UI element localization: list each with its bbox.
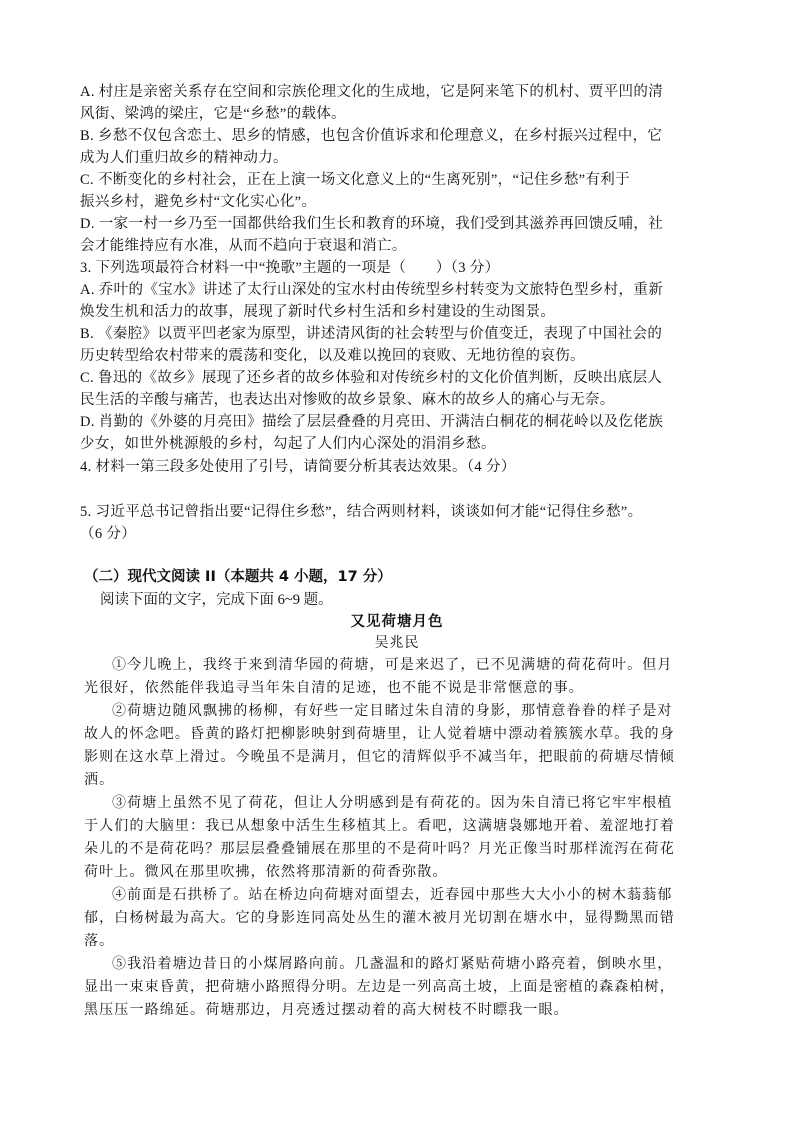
q2-option-d-line2: 会才能维持应有水准，从而不趋向于衰退和消亡。 <box>80 238 407 254</box>
paragraph-2-line1: ②荷塘边随风飘拂的杨柳，有好些一定目睹过朱自清的身影，那情意眷眷的样子是对 <box>112 703 673 719</box>
paragraph-5-line3: 黑压压一路绵延。荷塘那边，月亮透过摆动着的高大树枝不时瞟我一眼。 <box>84 1002 569 1018</box>
passage-title: 又见荷塘月色 <box>350 614 444 630</box>
paragraph-2-line3: 影则在这水草上滑过。今晚虽不是满月，但它的清辉似乎不减当年，把眼前的荷塘尽情倾 <box>84 749 675 765</box>
q2-option-a-line2: 风街、梁鸿的梁庄，它是“乡愁”的载体。 <box>80 106 347 122</box>
q3-stem: 3. 下列选项最符合材料一中“挽歌”主题的一项是（ ）（3 分） <box>80 260 500 276</box>
paragraph-2-line4: 洒。 <box>84 772 115 788</box>
paragraph-1-line2: 光很好，依然能伴我追寻当年朱自清的足迹，也不能不说是非常惬意的事。 <box>84 680 584 696</box>
paragraph-3-line4: 荷叶上。微风在那里吹拂，依然将那清新的荷香弥散。 <box>84 864 448 880</box>
paragraph-5-line1: ⑤我沿着塘边昔日的小煤屑路向前。几盏温和的路灯紧贴荷塘小路亮着，倒映水里， <box>112 956 673 972</box>
passage-author: 吴兆民 <box>374 635 420 651</box>
q5-stem-line1: 5. 习近平总书记曾指出要“记得住乡愁”，结合两则材料，谈谈如何才能“记得住乡愁”。 <box>80 504 643 520</box>
q3-option-b-line1: B. 《秦腔》以贾平凹老家为原型，讲述清风街的社会转型与价值变迁，表现了中国社会的 <box>80 326 663 342</box>
section-heading: （二）现代文阅读 II（本题共 4 小题，17 分） <box>84 569 392 585</box>
paragraph-3-line2: 于人们的大脑里：我已从想象中活生生移植其上。看吧，这满塘袅娜地开着、羞涩地打着 <box>84 818 675 834</box>
q3-option-d-line1: D. 肖勤的《外婆的月亮田》描绘了层层叠叠的月亮田、开满洁白桐花的桐花岭以及仡佬族 <box>80 414 664 430</box>
paragraph-4-line1: ④前面是石拱桥了。站在桥边向荷塘对面望去，近春园中那些大大小小的树木蓊蓊郁 <box>112 887 673 903</box>
q2-option-a-line1: A. 村庄是亲密关系存在空间和宗族伦理文化的生成地，它是阿来笔下的机村、贾平凹的清 <box>80 84 664 100</box>
paragraph-2-line2: 故人的怀念吧。昏黄的路灯把柳影映射到荷塘里，让人觉着塘中漂动着簇簇水草。我的身 <box>84 726 675 742</box>
paragraph-4-line2: 郁，白杨树最为高大。它的身影连同高处丛生的灌木被月光切割在塘水中，显得黝黑而错 <box>84 910 675 926</box>
q3-option-c-line2: 民生活的辛酸与痛苦，也表达出对惨败的故乡景象、麻木的故乡人的痛心与无奈。 <box>80 392 615 408</box>
q2-option-b-line1: B. 乡愁不仅包含恋土、思乡的情感，也包含价值诉求和伦理意义，在乡村振兴过程中，它 <box>80 128 663 144</box>
q3-option-c-line1: C. 鲁迅的《故乡》展现了还乡者的故乡体验和对传统乡村的文化价值判断，反映出底层人 <box>80 370 663 386</box>
section-intro: 阅读下面的文字，完成下面 6~9 题。 <box>100 592 333 608</box>
paragraph-5-line2: 显出一束束昏黄，把荷塘小路照得分明。左边是一列高高土坡，上面是密植的森森柏树， <box>84 979 675 995</box>
q4-stem: 4. 材料一第三段多处使用了引号，请简要分析其表达效果。（4 分） <box>80 459 516 475</box>
paragraph-4-line3: 落。 <box>84 933 115 949</box>
paragraph-3-line1: ③荷塘上虽然不见了荷花，但让人分明感到是有荷花的。因为朱自清已将它牢牢根植 <box>112 795 673 811</box>
q3-option-a-line1: A. 乔叶的《宝水》讲述了太行山深处的宝水村由传统型乡村转变为文旅特色型乡村，重新 <box>80 282 664 298</box>
q5-stem-line2: （6 分） <box>80 526 137 542</box>
q3-option-a-line2: 焕发生机和活力的故事，展现了新时代乡村生活和乡村建设的生动图景。 <box>80 304 556 320</box>
q2-option-d-line1: D. 一家一村一乡乃至一国都供给我们生长和教育的环境，我们受到其滋养再回馈反哺，社 <box>80 216 664 232</box>
paragraph-1-line1: ①今儿晚上，我终于来到清华园的荷塘，可是来迟了，已不见满塘的荷花荷叶。但月 <box>112 657 673 673</box>
q3-option-d-line2: 少女，如世外桃源般的乡村，勾起了人们内心深处的涓涓乡愁。 <box>80 436 496 452</box>
q2-option-b-line2: 成为人们重归故乡的精神动力。 <box>80 150 288 166</box>
q2-option-c-line2: 振兴乡村，避免乡村“文化实心化”。 <box>80 194 317 210</box>
paragraph-3-line3: 朵儿的不是荷花吗？那层层叠叠铺展在那里的不是荷叶吗？月光正像当时那样流泻在荷花 <box>84 841 675 857</box>
q2-option-c-line1: C. 不断变化的乡村社会，正在上演一场文化意义上的“生离死别”，“记住乡愁”有利于 <box>80 172 631 188</box>
q3-option-b-line2: 历史转型给农村带来的震荡和变化，以及难以挽回的衰败、无地彷徨的哀伤。 <box>80 348 585 364</box>
